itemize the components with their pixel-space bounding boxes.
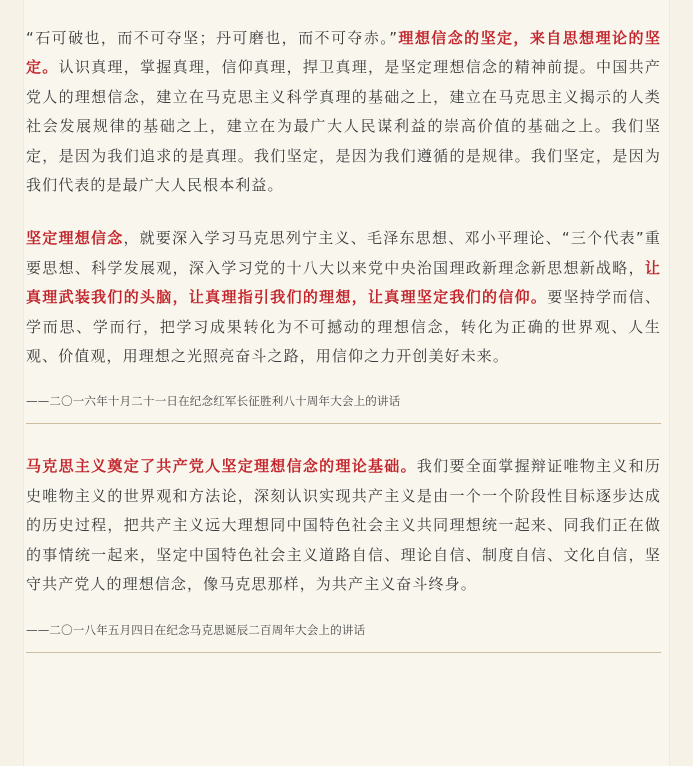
body-text: 我们要全面掌握辩证唯物主义和历史唯物主义的世界观和方法论，深刻认识实现共产主义是由一个一个阶段性目标逐步达成的历史过程，把共产主义远大理想同中国特色社会主义共同理想统一起来、同我们正在做的事情统一起来，坚定中国特色社会主义道路自信、理论自信、制度自信、文化自信，坚守共产党人的理想信念，像马克思那样，为共产主义奋斗终身。 [26,457,661,594]
paragraph-3 [26,452,661,599]
quote-text: “石可破也，而不可夺坚；丹可磨也，而不可夺赤。” [26,29,399,47]
paragraph-1 [26,24,661,200]
article-content [24,0,669,653]
highlight-text: 让真理武装我们的头脑，让真理指引我们的理想，让真理坚定我们的信仰。 [26,258,661,307]
highlight-text: 理想信念的坚定，来自思想理论的坚定。 [26,29,661,77]
article-page [24,0,669,766]
body-text: ，就要深入学习马克思列宁主义、毛泽东思想、邓小平理论、“三个代表”重要思想、科学发展观，深入学习党的十八大以来党中央治国理政新理念新思想新战略， [26,229,661,277]
highlight-text: 马克思主义奠定了共产党人坚定理想信念的理论基础。 [26,457,417,476]
divider [26,652,661,653]
body-text: 要坚持学而信、学而思、学而行，把学习成果转化为不可撼动的理想信念，转化为正确的世界观、人生观、价值观，用理想之光照亮奋斗之路，用信仰之力开创美好未来。 [26,288,662,366]
body-text: 认识真理，掌握真理，信仰真理，捍卫真理，是坚定理想信念的精神前提。中国共产党人的理想信念，建立在马克思主义科学真理的基础之上，建立在马克思主义揭示的人类社会发展规律的基础之上，建立在为最广大人民谋利益的崇高价值的基础之上。我们坚定，是因为我们追求的是真理。我们坚定，是因为我们遵循的是规律。我们坚定，是因为我们代表的是最广大人民根本利益。 [26,58,661,195]
source-citation: ——二〇一六年十月二十一日在纪念红军长征胜利八十周年大会上的讲话 [26,394,401,409]
paragraph-2 [26,224,661,371]
source-citation: ——二〇一八年五月四日在纪念马克思诞辰二百周年大会上的讲话 [26,622,366,637]
highlight-text: 坚定理想信念 [26,229,124,248]
